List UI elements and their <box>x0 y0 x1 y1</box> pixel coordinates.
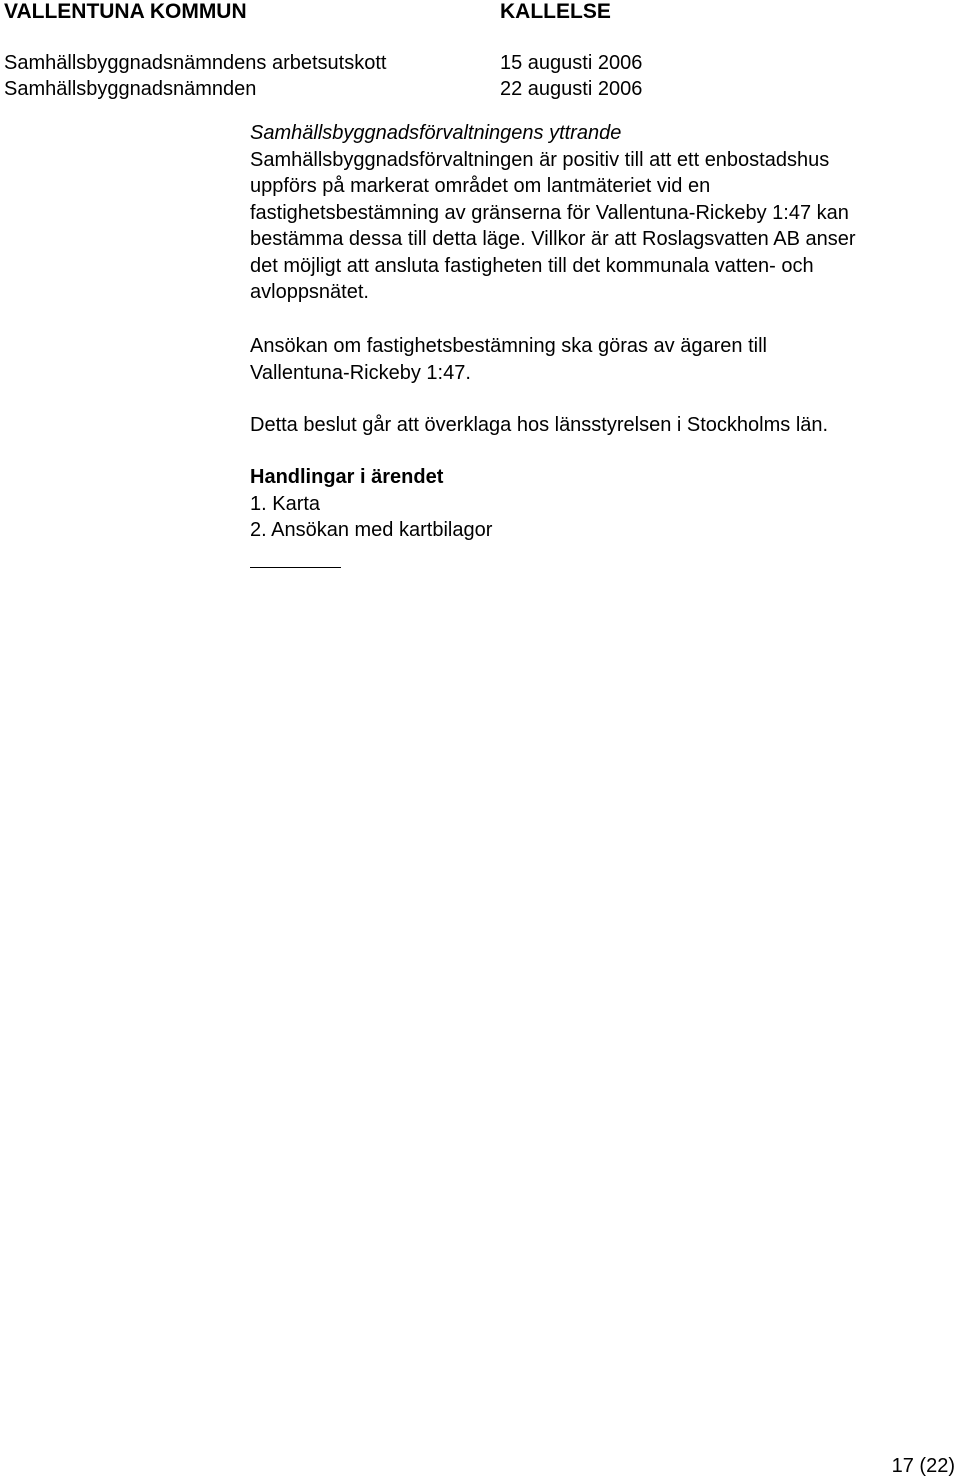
document-item: 1. Karta <box>250 492 321 515</box>
municipality-name: VALLENTUNA KOMMUN <box>4 0 247 23</box>
paragraph-line: Ansökan om fastighetsbestämning ska göras av ägaren till <box>250 335 767 357</box>
paragraph-line: avloppsnätet. <box>250 281 369 303</box>
section-title: Samhällsbyggnadsförvaltningens yttrande <box>250 122 622 144</box>
end-rule <box>250 567 341 568</box>
document-type: KALLELSE <box>500 0 611 23</box>
paragraph-line: Vallentuna-Rickeby 1:47. <box>250 361 471 384</box>
appeal-paragraph: Detta beslut går att överklaga hos länsstyrelsen i Stockholms län. <box>250 414 829 436</box>
documents-heading: Handlingar i ärendet <box>250 466 444 488</box>
paragraph-line: fastighetsbestämning av gränserna för Vallentuna-Rickeby 1:47 kan <box>250 201 849 224</box>
meeting-date-1: 15 augusti 2006 <box>500 52 643 74</box>
statement-paragraph <box>250 147 950 306</box>
paragraph-line: Samhällsbyggnadsförvaltningen är positiv till att ett enbostadshus <box>250 148 830 171</box>
paragraph-line: det möjligt att ansluta fastigheten till det kommunala vatten- och <box>250 254 814 277</box>
documents-section <box>250 464 950 544</box>
meeting-body-2: Samhällsbyggnadsnämnden <box>4 78 257 100</box>
page-number: 17 (22) <box>891 1455 955 1477</box>
statement-section <box>250 120 950 306</box>
paragraph-line: uppförs på markerat området om lantmäteriet vid en <box>250 175 711 197</box>
paragraph-line: bestämma dessa till detta läge. Villkor är att Roslagsvatten AB anser <box>250 228 856 250</box>
document-item: 2. Ansökan med kartbilagor <box>250 519 493 541</box>
meeting-body-1: Samhällsbyggnadsnämndens arbetsutskott <box>4 52 387 74</box>
meeting-date-2: 22 augusti 2006 <box>500 78 643 100</box>
application-paragraph <box>250 333 950 386</box>
